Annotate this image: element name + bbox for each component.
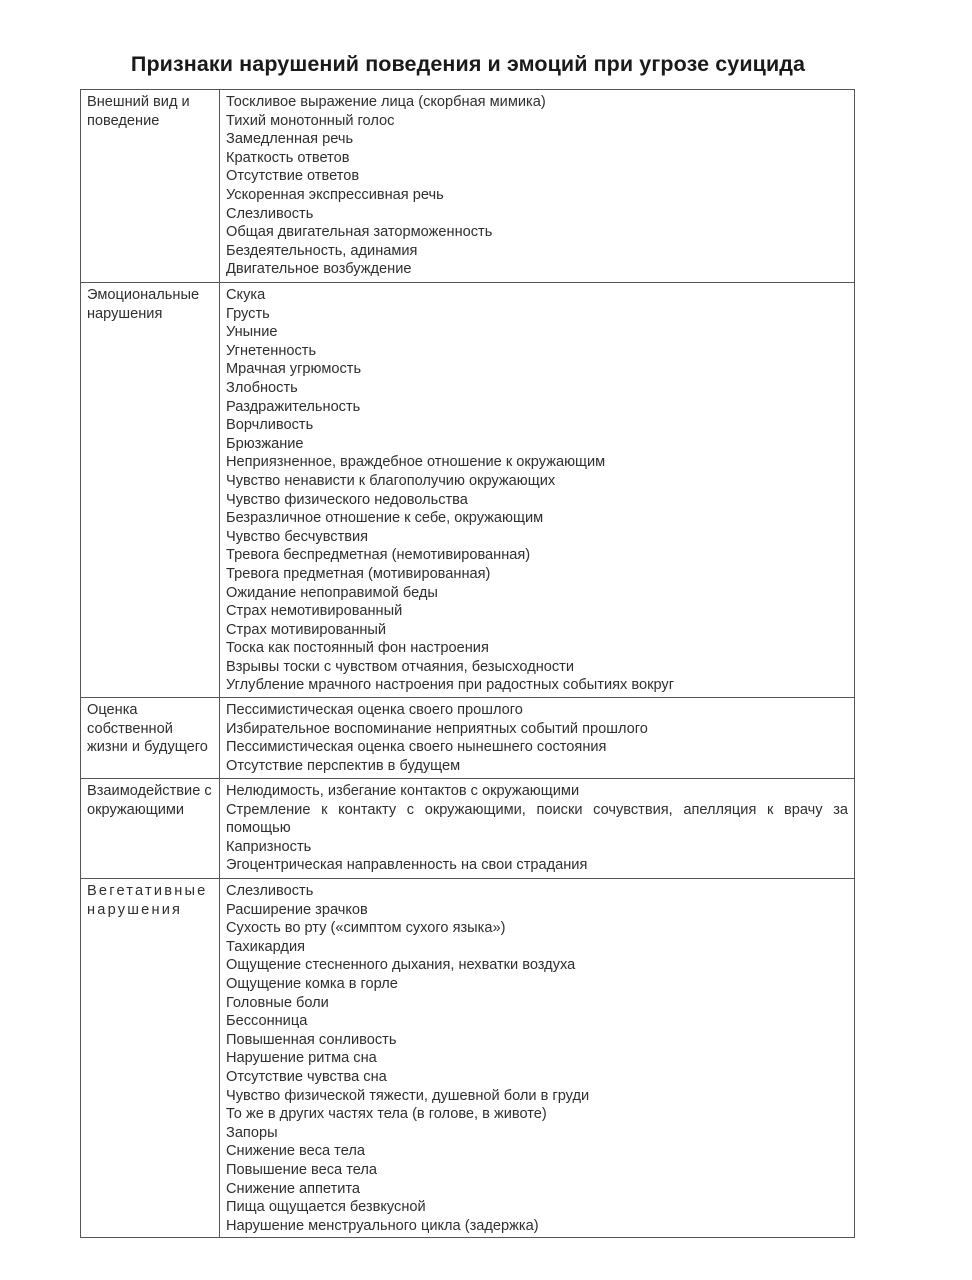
category-label: Оценка собственной жизни и будущего: [87, 702, 208, 756]
list-item: Углубление мрачного настроения при радостных событиях вокруг: [226, 677, 675, 694]
category-cell: [81, 90, 220, 283]
list-item: Раздражительность: [226, 398, 361, 415]
list-item: Чувство ненависти к благополучию окружающих: [226, 472, 556, 489]
list-item: Ускоренная экспрессивная речь: [226, 186, 444, 203]
table-row: [81, 90, 855, 283]
list-item: Повышенная сонливость: [226, 1031, 397, 1048]
list-item: Страх мотивированный: [226, 621, 387, 638]
list-item: Бездеятельность, адинамия: [226, 242, 418, 259]
list-item: Пессимистическая оценка своего нынешнего состояния: [226, 739, 607, 756]
list-item: Чувство физической тяжести, душевной боли в груди: [226, 1087, 590, 1104]
category-label: Эмоциональные нарушения: [87, 287, 200, 322]
list-item: Снижение аппетита: [226, 1180, 361, 1197]
list-item: Повышение веса тела: [226, 1161, 378, 1178]
list-item: Нарушение ритма сна: [226, 1050, 377, 1067]
category-cell: [81, 283, 220, 698]
list-item: Бессонница: [226, 1013, 308, 1030]
list-item: Запоры: [226, 1124, 278, 1141]
list-item: Брюзжание: [226, 435, 304, 452]
items-cell: [220, 879, 855, 1238]
list-item: Нелюдимость, избегание контактов с окружающими: [226, 783, 580, 800]
list-item: Злобность: [226, 379, 298, 396]
list-item: Слезливость: [226, 883, 314, 900]
list-item: Пища ощущается безвкусной: [226, 1199, 426, 1216]
list-item: Тоска как постоянный фон настроения: [226, 640, 489, 657]
list-item: Угнетенность: [226, 342, 317, 359]
page-title: Признаки нарушений поведения и эмоций при угрозе суицида: [130, 52, 806, 76]
list-item: Двигательное возбуждение: [226, 261, 412, 278]
list-item: Ожидание непоправимой беды: [226, 584, 438, 601]
list-item: Отсутствие чувства сна: [226, 1069, 387, 1085]
items-cell: [220, 698, 855, 779]
items-cell: [220, 90, 855, 283]
list-item: Капризность: [226, 838, 312, 855]
list-item: Отсутствие ответов: [226, 168, 360, 185]
table-row: [81, 879, 855, 1238]
list-item: Тревога беспредметная (немотивированная): [226, 547, 531, 564]
list-item: Безразличное отношение к себе, окружающим: [226, 510, 544, 527]
table-row: [81, 779, 855, 879]
list-item: Нарушение менструального цикла (задержка): [226, 1217, 539, 1234]
list-item: Взрывы тоски с чувством отчаяния, безысходности: [226, 658, 575, 675]
list-item: Чувство физического недовольства: [226, 491, 468, 508]
category-label: Взаимодействие с окружающими: [87, 783, 212, 818]
list-item: Тахикардия: [226, 938, 305, 955]
list-item: Расширение зрачков: [226, 901, 368, 918]
category-label: Вегетативные нарушения: [87, 883, 208, 918]
table-row: [81, 283, 855, 698]
list-item: Страх немотивированный: [226, 603, 403, 620]
signs-table: [80, 89, 855, 1238]
list-item: Замедленная речь: [226, 131, 354, 148]
list-item: Слезливость: [226, 205, 314, 222]
category-cell: [81, 879, 220, 1238]
table-row: [81, 698, 855, 779]
list-item: Краткость ответов: [226, 149, 350, 166]
category-cell: [81, 779, 220, 879]
list-item: Общая двигательная заторможенность: [226, 224, 493, 241]
list-item: Тревога предметная (мотивированная): [226, 565, 491, 582]
list-item: Скука: [226, 287, 266, 303]
list-item: Снижение веса тела: [226, 1143, 365, 1160]
items-cell: [220, 283, 855, 698]
list-item: Ощущение стесненного дыхания, нехватки воздуха: [226, 957, 576, 974]
list-item: Ощущение комка в горле: [226, 976, 398, 993]
list-item: То же в других частях тела (в голове, в животе): [226, 1106, 547, 1123]
list-item: Неприязненное, враждебное отношение к окружающим: [226, 454, 606, 471]
list-item: Тоскливое выражение лица (скорбная мимика): [226, 94, 546, 110]
category-label: Внешний вид и поведение: [87, 94, 190, 129]
list-item: Тихий монотонный голос: [226, 112, 395, 129]
list-item: Пессимистическая оценка своего прошлого: [226, 702, 523, 719]
list-item: Грусть: [226, 305, 270, 322]
list-item: Ворчливость: [226, 417, 314, 434]
list-item: Отсутствие перспектив в будущем: [226, 757, 461, 774]
items-cell: [220, 779, 855, 879]
list-item: Головные боли: [226, 994, 329, 1011]
list-item: Избирательное воспоминание неприятных событий прошлого: [226, 720, 648, 737]
list-item: Уныние: [226, 324, 278, 341]
list-item: Мрачная угрюмость: [226, 361, 362, 378]
list-item: Сухость во рту («симптом сухого языка»): [226, 920, 506, 937]
list-item: Чувство бесчувствия: [226, 528, 369, 545]
list-item: Стремление к контакту с окружающими, поиски сочувствия, апелляция к врачу за помощью: [226, 801, 848, 837]
list-item: Эгоцентрическая направленность на свои страдания: [226, 857, 588, 874]
category-cell: [81, 698, 220, 779]
